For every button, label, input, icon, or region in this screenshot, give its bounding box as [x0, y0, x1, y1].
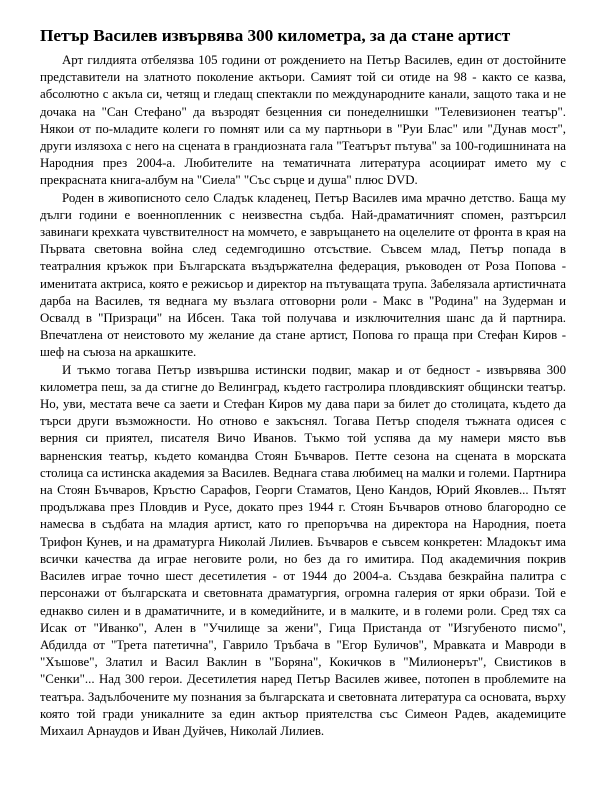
- document-page: [40, 22, 566, 740]
- article-body: [40, 52, 566, 740]
- article-title: Петър Василев извървява 300 километра, за да стане артист: [40, 26, 511, 45]
- article-paragraph-1: Арт гилдията отбелязва 105 години от рождението на Петър Василев, един от достойните представители на златното поколение актьори. Самият той си отиде на 98 - както се казва, абсолютно с акъла си, четящ и гледащ спектакли по международните канали, защото така и не дочака на "Сан Стефано" да възродят безценния си понеделнишки "Телевизионен театър". Някои от по-младите колеги го помнят или са му партньори в "Руи Блас" или "Дунав мост", други излязоха с него на сцената в грандиозната гала "Театърът пътува" за 100-годишнината на Народния през 2004-а. Любителите на тематичната литература асоциират името му с прекрасната книга-албум на "Сиела" "Със сърце и душа" плюс DVD.: [40, 53, 566, 188]
- article-paragraph-2: Роден в живописното село Сладък кладенец, Петър Василев има мрачно детство. Баща му дълги години е военнопленник с неизвестна съдба. Най-драматичният спомен, разтърсил завинаги крехката чувствителност на момчето, е завръщането на оцелелите от фронта в края на Първата световна война след седемгодишно отсъствие. Съвсем млад, Петър попада в театралния кръжок при Българската въздържателна федерация, ръководен от Роза Попова - именитата актриса, която е режисьор и директор на пътуващата трупа. Забелязала артистичната дарба на Василев, тя веднага му възлага отговорни роли - Макс в "Родина" на Зудерман и Освалд в "Призраци" на Ибсен. Така той получава и изключителния шанс да й партнира. Впечатлена от неистовото му желание да стане артист, Попова го праща при Стефан Киров - шеф на съюза на аркашките.: [40, 190, 566, 360]
- article-paragraph-3: И тъкмо тогава Петър извършва истински подвиг, макар и от бедност - извървява 300 километра пеш, за да стигне до Велинград, където гастролира пловдивският общински театър. Но, уви, местата вече са заети и Стефан Киров му дава пари за билет до столицата, където да търси други възможности. Но отново е закъснял. Тогава Петър споделя тъжната одисея с верния си приятел, писателя Вичо Иванов. Тъкмо той успява да му намери място във варненския театър, където командва Стоян Бъчваров. Петте сезона на сцената в морската столица са истинска академия за Василев. Веднага става любимец на малки и големи. Партнира на Стоян Бъчваров, Кръстю Сарафов, Георги Стаматов, Цено Кандов, Юрий Яковлев... Пътят продължава през Пловдив и Русе, докато през 1944 г. Стоян Бъчваров отново благородно се намесва в съдбата на младия артист, като го препоръчва на директора на Народния, поета Трифон Кунев, и на драматурга Николай Лилиев. Бъчваров е съвсем конкретен: Младокът има всички качества да играе неговите роли, но без да го имитира. Под академичния покрив Василев играе точно шест десетилетия - от 1944 до 2004-а. Създава безкрайна палитра с персонажи от българската и световната драматургия, огромна галерия от ярки образи. Той е еднакво силен и в драматичните, и в комедийните, и в малките, и в големи роли. Сред тях са Исак от "Иванко", Ален в "Училище за жени", Гица Пристанда от "Изгубеното писмо", Абдилда от "Трета патетична", Гаврило Тръбача в "Егор Буличов", Мравката и Мавроди в "Хъшове", Златил и Васил Ваклин в "Боряна", Кокичков в "Милионерът", Свистиков в "Сенки"... Над 300 герои. Десетилетия наред Петър Василев живее, потопен в проблемите на театъра. Задълбочените му познания за българската и световната литература са основата, върху която той гради уникалните за един актьор приятелства със Симеон Радев, академиците Михаил Арнаудов и Иван Дуйчев, Николай Лилиев.: [40, 362, 566, 738]
